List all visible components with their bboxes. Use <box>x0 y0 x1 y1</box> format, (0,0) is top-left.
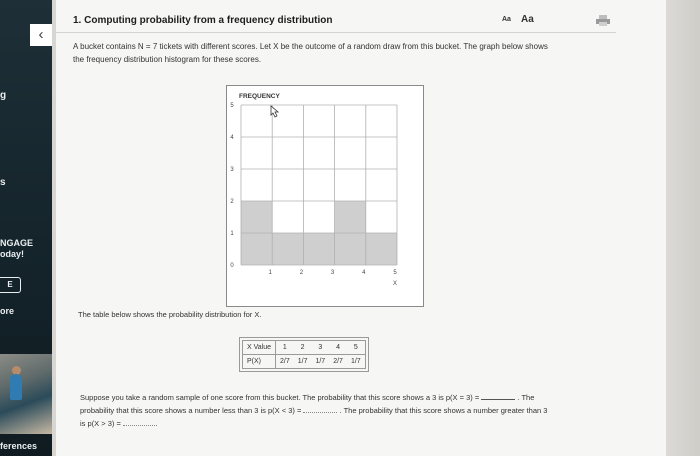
y-tick-label: 5 <box>230 103 234 109</box>
y-tick-label: 1 <box>230 231 234 237</box>
x-value-cell: 2 <box>294 341 312 355</box>
histogram-bar <box>272 233 303 265</box>
probability-table <box>242 340 366 369</box>
table-row-x-values <box>243 341 366 355</box>
histogram-bar <box>303 233 334 265</box>
probability-cell: 2/7 <box>333 358 343 365</box>
y-axis-title: FREQUENCY <box>239 93 280 100</box>
px-header: P(X) <box>243 355 276 369</box>
y-tick-label: 4 <box>230 135 234 141</box>
left-sidebar <box>0 0 52 456</box>
answer-blank-eq3[interactable] <box>481 391 515 400</box>
table-row-probabilities <box>243 355 366 369</box>
engage-promo-line1[interactable]: NGAGE <box>0 238 34 248</box>
question-part-1: Suppose you take a random sample of one score from this bucket. The probability that this score shows a 3 is p(X = 3) = <box>80 393 480 402</box>
probability-cell: 1/7 <box>297 358 308 365</box>
sidebar-fragment-2: s <box>0 177 6 188</box>
engage-promo-line2[interactable]: oday! <box>0 249 25 259</box>
question-title: 1. Computing probability from a frequency distribution <box>73 15 333 26</box>
histogram-bar <box>366 233 397 265</box>
answer-blank-lt3[interactable] <box>303 404 337 413</box>
x-value-header: X Value <box>243 341 276 355</box>
question-part-3: . The probability that this score shows a number greater than 3 is p(X > 3) = <box>80 406 548 428</box>
probability-cell: 2/7 <box>280 358 290 365</box>
sidebar-fragment-1: g <box>0 90 7 101</box>
font-size-large-button[interactable]: Aa <box>521 14 534 25</box>
table-caption: The table below shows the probability distribution for X. <box>78 310 262 319</box>
answer-blank-gt3[interactable] <box>123 417 157 426</box>
question-part-2: . The probability that this score shows a number less than 3 is p(X < 3) = <box>80 393 535 415</box>
print-icon[interactable] <box>596 15 610 26</box>
x-tick-label: 1 <box>268 270 272 276</box>
sidebar-more-link[interactable]: ore <box>0 306 15 316</box>
y-tick-label: 3 <box>230 167 234 173</box>
header-divider <box>56 32 616 33</box>
collapse-sidebar-button[interactable] <box>30 24 52 46</box>
sidebar-badge[interactable]: E <box>0 277 21 293</box>
histogram-canvas <box>227 86 423 306</box>
x-tick-label: 2 <box>299 270 304 276</box>
photo-person-body <box>10 374 22 400</box>
y-tick-label: 0 <box>230 263 234 269</box>
x-tick-label: 3 <box>330 270 335 276</box>
x-tick-label: 5 <box>393 270 397 276</box>
x-axis-title: X <box>392 281 398 287</box>
font-size-small-button[interactable]: Aa <box>502 16 511 23</box>
probability-cell: 1/7 <box>350 358 361 365</box>
right-margin <box>666 0 700 456</box>
sidebar-references-link[interactable]: ferences <box>0 441 38 451</box>
promo-photo <box>0 354 52 434</box>
question-panel <box>56 0 666 456</box>
y-tick-label: 2 <box>230 199 234 205</box>
chevron-left-icon: ‹ <box>38 26 44 43</box>
probability-table-frame <box>239 337 369 372</box>
x-value-cell: 5 <box>347 341 365 355</box>
intro-text: A bucket contains N = 7 tickets with different scores. Let X be the outcome of a random draw from this bucket. The graph below shows the frequency distribution histogram for these scores. <box>73 42 548 64</box>
x-value-cell: 3 <box>311 341 329 355</box>
probability-cell: 1/7 <box>315 358 326 365</box>
x-value-cell: 1 <box>276 341 294 355</box>
question-text <box>80 391 550 430</box>
frequency-histogram[interactable] <box>226 85 424 307</box>
x-tick-label: 4 <box>362 270 366 276</box>
x-value-cell: 4 <box>329 341 347 355</box>
